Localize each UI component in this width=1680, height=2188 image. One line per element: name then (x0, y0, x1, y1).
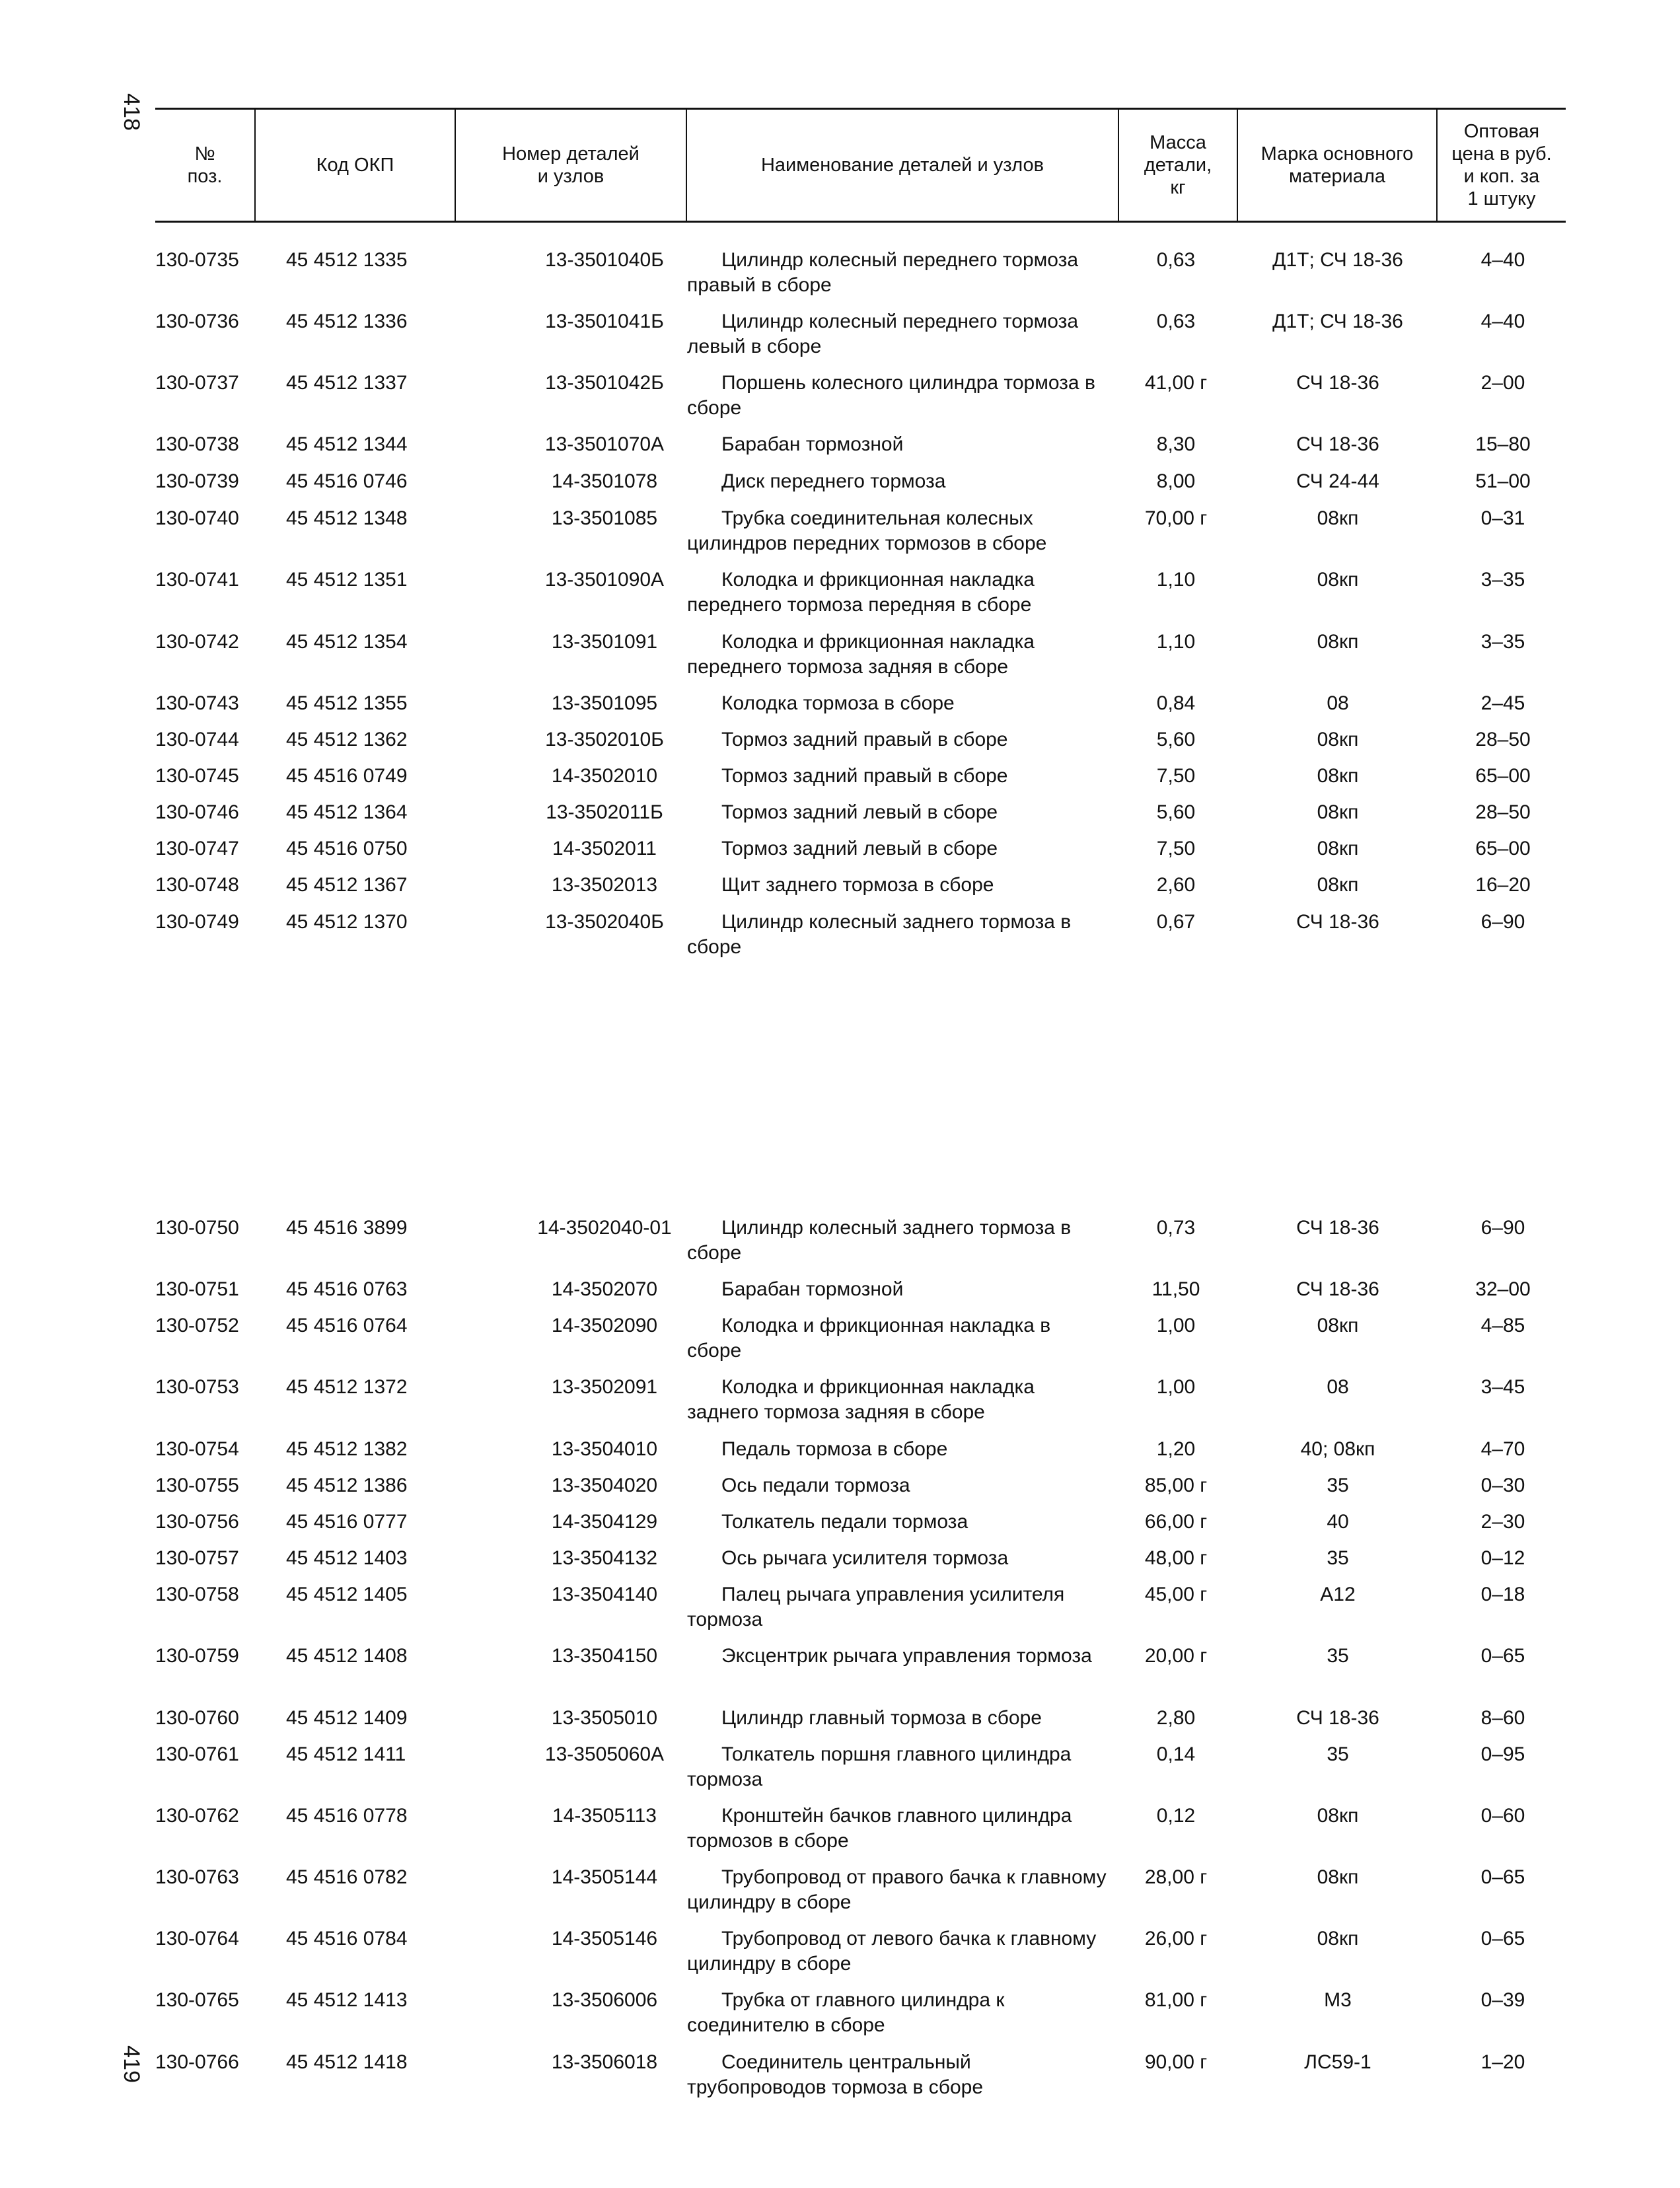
row-part-number: 14-3502070 (551, 1278, 658, 1300)
row-okp-code: 45 4512 1355 (286, 692, 408, 714)
row-mass: 81,00 г (1144, 1989, 1208, 2011)
row-mass: 0,63 (1156, 310, 1196, 332)
table-row (0, 371, 1680, 423)
row-part-number: 13-3502010Б (545, 729, 664, 750)
row-material: СЧ 18-36 (1296, 372, 1379, 394)
row-price: 8–60 (1480, 1707, 1525, 1729)
row-position: 130-0738 (155, 433, 239, 455)
table-row (0, 1804, 1680, 1856)
row-material: 08кп (1317, 1315, 1359, 1336)
row-okp-code: 45 4512 1336 (286, 310, 408, 332)
row-okp-code: 45 4516 0750 (286, 838, 408, 859)
row-part-number: 13-3502013 (551, 874, 658, 896)
row-part-name: Эксцентрик рычага управления тормоза (721, 1645, 1092, 1667)
header-part-name: Наименование деталей и узлов (760, 155, 1044, 176)
row-part-number: 13-3501095 (551, 692, 658, 714)
row-mass: 5,60 (1156, 801, 1196, 823)
header-pos: № поз. (187, 143, 223, 187)
row-part-number: 13-3501070А (544, 433, 665, 455)
row-part-name: Тормоз задний левый в сборе (721, 801, 998, 823)
row-mass: 85,00 г (1144, 1475, 1208, 1496)
row-price: 28–50 (1475, 729, 1531, 750)
row-price: 65–00 (1475, 765, 1531, 787)
table-row (0, 506, 1680, 559)
table-row (0, 1926, 1680, 1979)
table-row (0, 2050, 1680, 2103)
row-material: М3 (1324, 1989, 1352, 2011)
row-price: 65–00 (1475, 838, 1531, 859)
table-row (0, 1313, 1680, 1366)
row-price: 4–40 (1480, 249, 1525, 271)
row-part-number: 13-3504020 (551, 1475, 658, 1496)
row-price: 0–65 (1480, 1928, 1525, 1950)
row-mass: 70,00 г (1144, 507, 1208, 529)
row-part-name: Трубка соединительная колесных цилиндров передних тормозов в сборе (687, 507, 1047, 554)
row-mass: 0,63 (1156, 249, 1196, 271)
row-material: 08кп (1317, 1866, 1359, 1888)
row-position: 130-0757 (155, 1547, 239, 1569)
row-part-number: 13-3504132 (551, 1547, 658, 1569)
row-part-name: Цилиндр колесный переднего тормоза правый в сборе (687, 249, 1079, 296)
page-number-top: 418 (118, 93, 144, 131)
row-position: 130-0755 (155, 1475, 239, 1496)
row-price: 0–39 (1480, 1989, 1525, 2011)
row-position: 130-0739 (155, 470, 239, 492)
row-position: 130-0753 (155, 1376, 239, 1398)
row-part-number: 13-3501091 (551, 631, 658, 653)
table-row (0, 1742, 1680, 1795)
row-mass: 0,73 (1156, 1217, 1196, 1239)
row-material: 08кп (1317, 874, 1359, 896)
table-row (0, 1375, 1680, 1428)
header-mass: Масса детали, кг (1144, 132, 1212, 198)
row-price: 3–45 (1480, 1376, 1525, 1398)
row-position: 130-0752 (155, 1315, 239, 1336)
row-okp-code: 45 4516 0782 (286, 1866, 408, 1888)
row-part-name: Толкатель педали тормоза (721, 1511, 968, 1533)
row-mass: 1,10 (1156, 631, 1196, 653)
row-part-number: 13-3502091 (551, 1376, 658, 1398)
row-part-number: 13-3501040Б (545, 249, 664, 271)
row-okp-code: 45 4512 1335 (286, 249, 408, 271)
row-part-name: Щит заднего тормоза в сборе (721, 874, 994, 896)
row-position: 130-0754 (155, 1438, 239, 1460)
row-position: 130-0760 (155, 1707, 239, 1729)
row-price: 2–30 (1480, 1511, 1525, 1533)
row-okp-code: 45 4516 0777 (286, 1511, 408, 1533)
row-part-name: Соединитель центральный трубопроводов тормоза в сборе (687, 2051, 984, 2098)
row-part-number: 13-3504150 (551, 1645, 658, 1667)
row-price: 51–00 (1475, 470, 1531, 492)
row-okp-code: 45 4512 1382 (286, 1438, 408, 1460)
row-part-number: 14-3502011 (552, 838, 657, 859)
row-material: Д1Т; СЧ 18-36 (1272, 310, 1403, 332)
row-part-name: Цилиндр главный тормоза в сборе (721, 1707, 1042, 1729)
row-okp-code: 45 4512 1403 (286, 1547, 408, 1569)
row-price: 2–45 (1480, 692, 1525, 714)
row-okp-code: 45 4512 1370 (286, 911, 408, 933)
row-material: Д1Т; СЧ 18-36 (1272, 249, 1403, 271)
row-mass: 0,67 (1156, 911, 1196, 933)
row-material: 08кп (1317, 801, 1359, 823)
row-position: 130-0764 (155, 1928, 239, 1950)
row-mass: 41,00 г (1144, 372, 1208, 394)
row-material: СЧ 18-36 (1296, 1278, 1379, 1300)
row-mass: 11,50 (1151, 1278, 1200, 1300)
row-position: 130-0737 (155, 372, 239, 394)
table-header-rule (155, 221, 1566, 223)
row-position: 130-0749 (155, 911, 239, 933)
row-part-name: Барабан тормозной (721, 433, 904, 455)
row-position: 130-0735 (155, 249, 239, 271)
row-part-name: Ось педали тормоза (721, 1475, 910, 1496)
row-part-number: 14-3502040-01 (537, 1217, 672, 1239)
row-price: 0–65 (1480, 1866, 1525, 1888)
row-mass: 1,00 (1156, 1315, 1196, 1336)
row-part-name: Колодка и фрикционная накладка заднего тормоза задняя в сборе (687, 1376, 1035, 1423)
row-okp-code: 45 4512 1409 (286, 1707, 408, 1729)
row-part-number: 14-3504129 (551, 1511, 658, 1533)
table-row (0, 567, 1680, 620)
row-okp-code: 45 4512 1362 (286, 729, 408, 750)
row-material: СЧ 18-36 (1296, 433, 1379, 455)
row-mass: 1,10 (1156, 569, 1196, 591)
row-part-name: Педаль тормоза в сборе (721, 1438, 948, 1460)
row-material: 08кп (1317, 507, 1359, 529)
row-material: СЧ 24-44 (1296, 470, 1379, 492)
row-okp-code: 45 4512 1354 (286, 631, 408, 653)
row-part-name: Тормоз задний правый в сборе (721, 765, 1008, 787)
row-material: 35 (1327, 1743, 1349, 1765)
row-okp-code: 45 4516 0784 (286, 1928, 408, 1950)
row-part-name: Цилиндр колесный переднего тормоза левый в сборе (687, 310, 1079, 357)
row-price: 0–31 (1480, 507, 1525, 529)
row-okp-code: 45 4516 0763 (286, 1278, 408, 1300)
table-row (0, 1216, 1680, 1268)
row-position: 130-0759 (155, 1645, 239, 1667)
row-part-name: Тормоз задний правый в сборе (721, 729, 1008, 750)
row-okp-code: 45 4512 1418 (286, 2051, 408, 2073)
row-mass: 1,20 (1156, 1438, 1196, 1460)
row-material: 08кп (1317, 569, 1359, 591)
table-row (0, 309, 1680, 362)
row-position: 130-0751 (155, 1278, 239, 1300)
row-part-name: Кронштейн бачков главного цилиндра тормозов в сборе (687, 1805, 1072, 1852)
row-part-number: 13-3502040Б (545, 911, 664, 933)
row-material: 08 (1327, 1376, 1349, 1398)
row-position: 130-0763 (155, 1866, 239, 1888)
row-part-number: 14-3505146 (551, 1928, 658, 1950)
row-mass: 2,80 (1156, 1707, 1196, 1729)
row-price: 16–20 (1475, 874, 1531, 896)
row-position: 130-0758 (155, 1584, 239, 1605)
row-material: 08кп (1317, 1928, 1359, 1950)
row-part-number: 13-3501041Б (545, 310, 664, 332)
row-price: 6–90 (1480, 1217, 1525, 1239)
table-row (0, 1582, 1680, 1635)
row-okp-code: 45 4512 1386 (286, 1475, 408, 1496)
row-okp-code: 45 4516 3899 (286, 1217, 408, 1239)
row-price: 3–35 (1480, 631, 1525, 653)
row-mass: 48,00 г (1144, 1547, 1208, 1569)
row-part-number: 13-3502011Б (546, 801, 663, 823)
row-okp-code: 45 4512 1413 (286, 1989, 408, 2011)
row-okp-code: 45 4516 0778 (286, 1805, 408, 1827)
row-part-number: 14-3505113 (552, 1805, 657, 1827)
row-position: 130-0743 (155, 692, 239, 714)
row-price: 15–80 (1475, 433, 1531, 455)
row-position: 130-0736 (155, 310, 239, 332)
row-position: 130-0765 (155, 1989, 239, 2011)
row-okp-code: 45 4512 1372 (286, 1376, 408, 1398)
row-mass: 28,00 г (1144, 1866, 1208, 1888)
header-material: Марка основного материала (1260, 143, 1414, 187)
row-position: 130-0742 (155, 631, 239, 653)
row-okp-code: 45 4512 1337 (286, 372, 408, 394)
row-okp-code: 45 4512 1408 (286, 1645, 408, 1667)
table-row (0, 1988, 1680, 2041)
row-okp-code: 45 4516 0746 (286, 470, 408, 492)
row-price: 3–35 (1480, 569, 1525, 591)
row-material: 35 (1327, 1547, 1349, 1569)
table-row (0, 1865, 1680, 1918)
page-number-bottom: 419 (118, 2045, 144, 2083)
row-part-number: 14-3502010 (551, 765, 658, 787)
row-position: 130-0748 (155, 874, 239, 896)
row-material: 35 (1327, 1645, 1349, 1667)
row-mass: 0,84 (1156, 692, 1196, 714)
row-position: 130-0762 (155, 1805, 239, 1827)
row-price: 1–20 (1480, 2051, 1525, 2073)
row-okp-code: 45 4512 1351 (286, 569, 408, 591)
row-mass: 8,00 (1156, 470, 1196, 492)
row-material: ЛС59-1 (1304, 2051, 1371, 2073)
row-position: 130-0750 (155, 1217, 239, 1239)
table-row (0, 910, 1680, 963)
row-part-number: 13-3501085 (551, 507, 658, 529)
row-material: 08кп (1317, 765, 1359, 787)
row-part-name: Поршень колесного цилиндра тормоза в сборе (687, 372, 1095, 419)
row-part-number: 14-3501078 (551, 470, 658, 492)
row-price: 0–30 (1480, 1475, 1525, 1496)
row-material: А12 (1320, 1584, 1356, 1605)
row-material: 08кп (1317, 838, 1359, 859)
row-part-name: Колодка и фрикционная накладка переднего тормоза задняя в сборе (687, 631, 1035, 678)
row-part-name: Трубопровод от правого бачка к главному цилиндру в сборе (687, 1866, 1107, 1913)
row-material: СЧ 18-36 (1296, 1707, 1379, 1729)
row-part-name: Барабан тормозной (721, 1278, 904, 1300)
row-material: 08 (1327, 692, 1349, 714)
row-price: 4–40 (1480, 310, 1525, 332)
row-price: 0–95 (1480, 1743, 1525, 1765)
row-part-name: Колодка и фрикционная накладка переднего тормоза передняя в сборе (687, 569, 1035, 616)
row-mass: 8,30 (1156, 433, 1196, 455)
row-mass: 1,00 (1156, 1376, 1196, 1398)
row-part-name: Трубка от главного цилиндра к соединителю в сборе (687, 1989, 1005, 2036)
row-position: 130-0747 (155, 838, 239, 859)
row-part-name: Ось рычага усилителя тормоза (721, 1547, 1009, 1569)
row-okp-code: 45 4512 1348 (286, 507, 408, 529)
table-row (0, 248, 1680, 301)
row-position: 130-0740 (155, 507, 239, 529)
row-material: 08кп (1317, 631, 1359, 653)
row-material: СЧ 18-36 (1296, 1217, 1379, 1239)
row-price: 32–00 (1475, 1278, 1531, 1300)
row-part-name: Цилиндр колесный заднего тормоза в сборе (687, 911, 1072, 958)
row-part-number: 14-3502090 (551, 1315, 658, 1336)
row-part-number: 13-3505060А (544, 1743, 665, 1765)
row-mass: 7,50 (1156, 838, 1196, 859)
row-position: 130-0761 (155, 1743, 239, 1765)
header-part-number: Номер деталей и узлов (502, 143, 639, 187)
row-part-name: Цилиндр колесный заднего тормоза в сборе (687, 1217, 1072, 1264)
row-part-name: Диск переднего тормоза (721, 470, 946, 492)
row-mass: 0,14 (1156, 1743, 1196, 1765)
row-part-number: 13-3504010 (551, 1438, 658, 1460)
row-part-number: 13-3501090А (544, 569, 665, 591)
row-part-name: Толкатель поршня главного цилиндра тормоза (687, 1743, 1072, 1790)
row-mass: 0,12 (1156, 1805, 1196, 1827)
row-price: 0–18 (1480, 1584, 1525, 1605)
row-mass: 5,60 (1156, 729, 1196, 750)
table-row (0, 1644, 1680, 1696)
row-part-number: 13-3505010 (551, 1707, 658, 1729)
header-okp: Код ОКП (316, 155, 394, 176)
row-material: 40 (1327, 1511, 1349, 1533)
row-position: 130-0745 (155, 765, 239, 787)
row-part-name: Колодка тормоза в сборе (721, 692, 955, 714)
row-price: 0–65 (1480, 1645, 1525, 1667)
row-okp-code: 45 4512 1405 (286, 1584, 408, 1605)
table-row (0, 630, 1680, 682)
row-part-number: 13-3506006 (551, 1989, 658, 2011)
row-okp-code: 45 4516 0749 (286, 765, 408, 787)
row-price: 0–60 (1480, 1805, 1525, 1827)
row-position: 130-0744 (155, 729, 239, 750)
row-position: 130-0766 (155, 2051, 239, 2073)
row-part-number: 14-3505144 (551, 1866, 658, 1888)
row-mass: 26,00 г (1144, 1928, 1208, 1950)
row-price: 0–12 (1480, 1547, 1525, 1569)
row-mass: 45,00 г (1144, 1584, 1208, 1605)
row-mass: 90,00 г (1144, 2051, 1208, 2073)
row-position: 130-0741 (155, 569, 239, 591)
row-part-name: Палец рычага управления усилителя тормоза (687, 1584, 1065, 1630)
row-okp-code: 45 4512 1367 (286, 874, 408, 896)
row-material: СЧ 18-36 (1296, 911, 1379, 933)
row-material: 08кп (1317, 1805, 1359, 1827)
row-okp-code: 45 4512 1411 (286, 1743, 406, 1765)
row-price: 6–90 (1480, 911, 1525, 933)
row-part-number: 13-3506018 (551, 2051, 658, 2073)
row-price: 4–85 (1480, 1315, 1525, 1336)
row-material: 40; 08кп (1300, 1438, 1375, 1460)
row-part-number: 13-3501042Б (545, 372, 664, 394)
row-okp-code: 45 4512 1364 (286, 801, 408, 823)
row-mass: 2,60 (1156, 874, 1196, 896)
row-price: 4–70 (1480, 1438, 1525, 1460)
row-part-number: 13-3504140 (551, 1584, 658, 1605)
row-material: 35 (1327, 1475, 1349, 1496)
row-mass: 66,00 г (1144, 1511, 1208, 1533)
header-price: Оптовая цена в руб. и коп. за 1 штуку (1451, 121, 1552, 209)
row-position: 130-0756 (155, 1511, 239, 1533)
row-mass: 7,50 (1156, 765, 1196, 787)
row-mass: 20,00 г (1144, 1645, 1208, 1667)
row-okp-code: 45 4512 1344 (286, 433, 408, 455)
row-position: 130-0746 (155, 801, 239, 823)
row-price: 2–00 (1480, 372, 1525, 394)
row-material: 08кп (1317, 729, 1359, 750)
row-part-name: Колодка и фрикционная накладка в сборе (687, 1315, 1051, 1362)
row-part-name: Трубопровод от левого бачка к главному цилиндру в сборе (687, 1928, 1097, 1975)
row-part-name: Тормоз задний левый в сборе (721, 838, 998, 859)
row-okp-code: 45 4516 0764 (286, 1315, 408, 1336)
row-price: 28–50 (1475, 801, 1531, 823)
